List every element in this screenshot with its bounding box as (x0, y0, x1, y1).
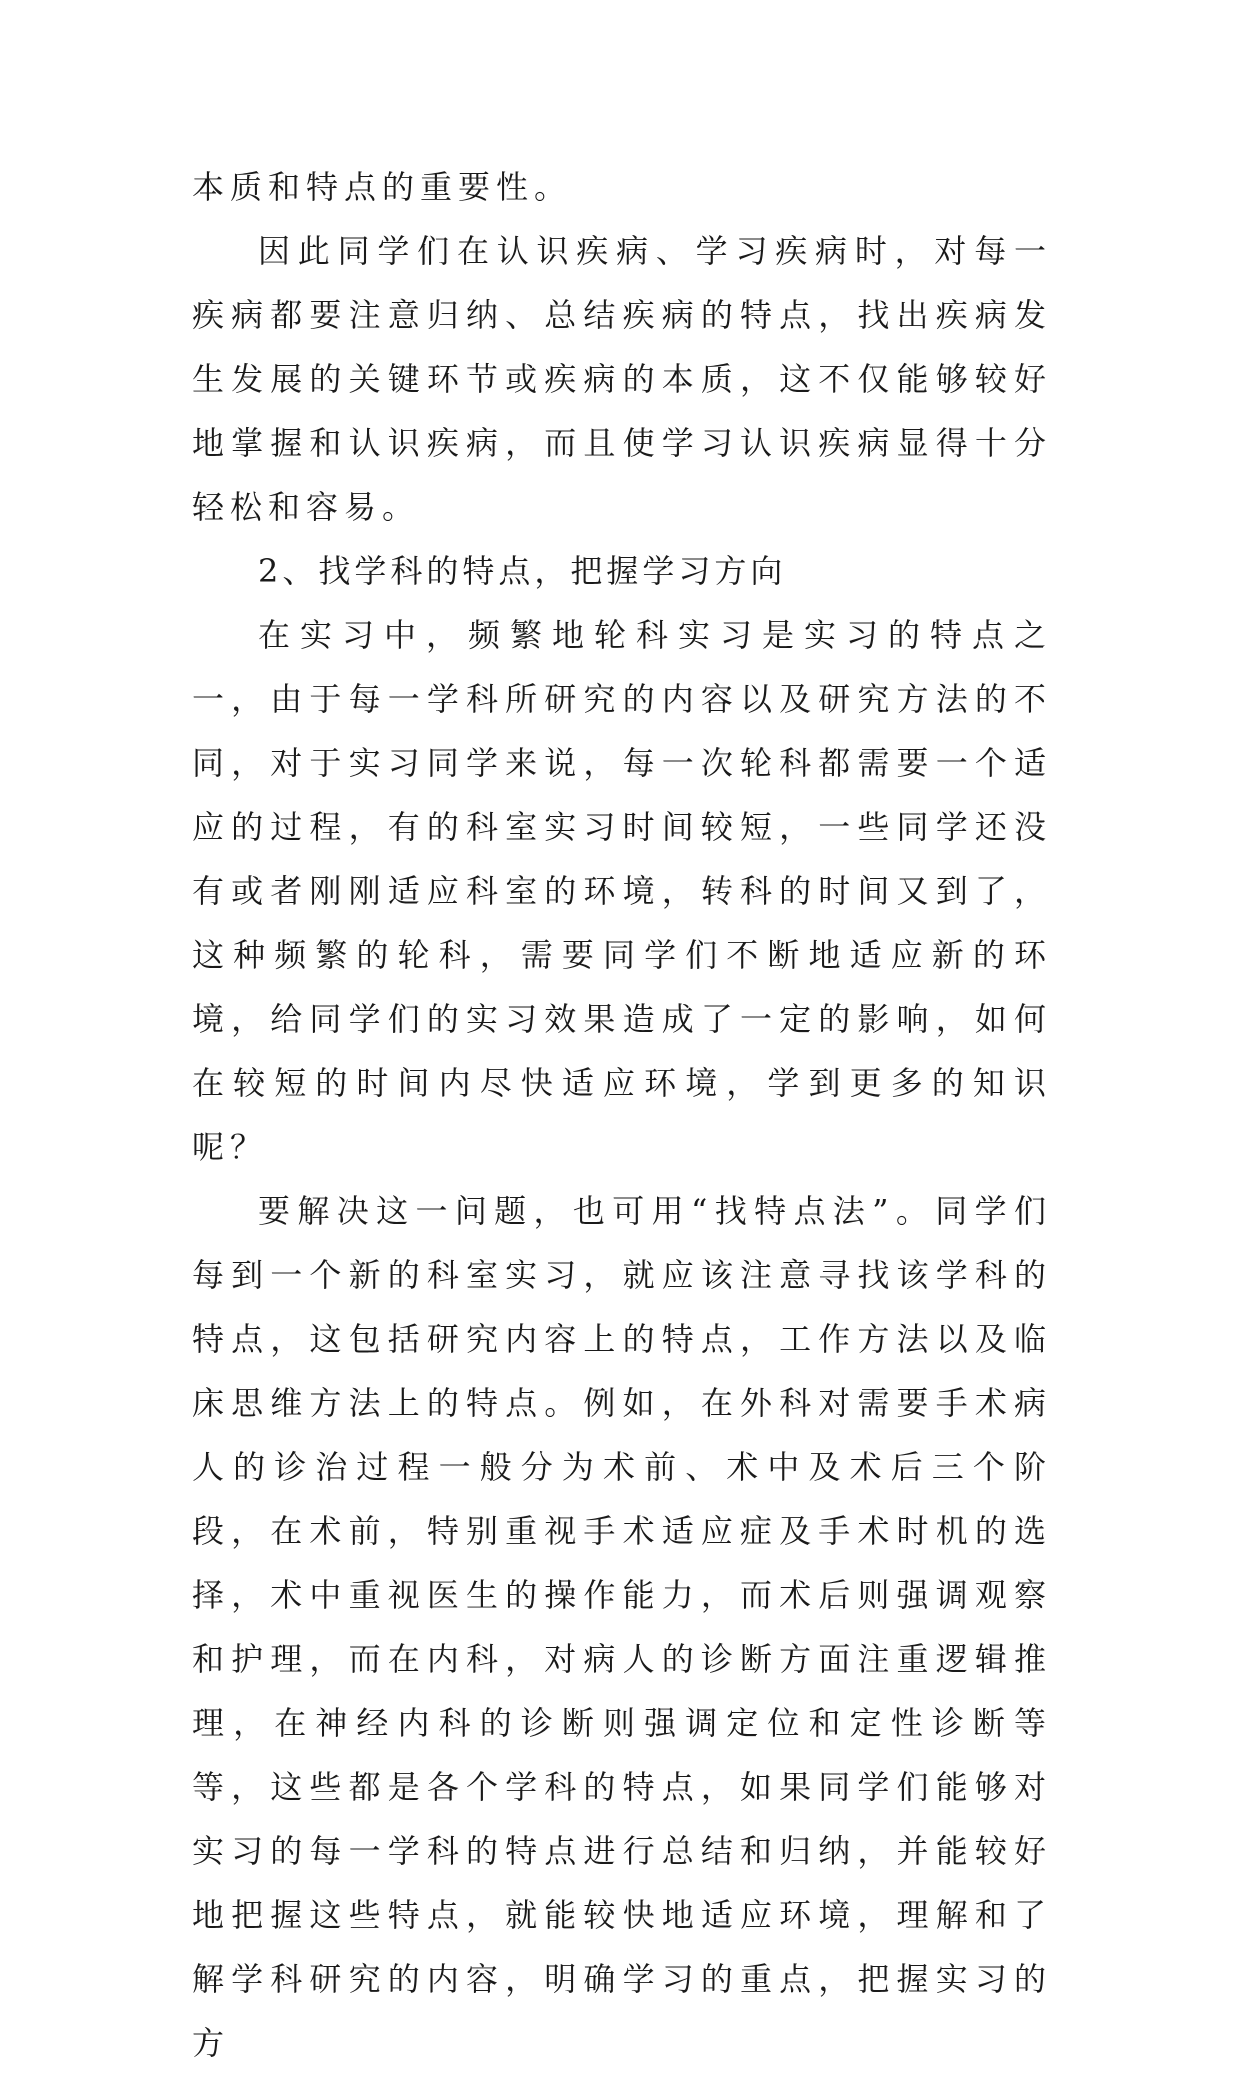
paragraph-continuation: 本质和特点的重要性。 (192, 168, 573, 206)
document-page (192, 155, 1052, 2075)
section-heading: 2、找学科的特点，把握学习方向 (258, 552, 787, 590)
paragraph-summary: 因此同学们在认识疾病、学习疾病时，对每一疾病都要注意归纳、总结疾病的特点，找出疾病发生发展的关键环节或疾病的本质，这不仅能够较好地掌握和认识疾病，而且使学习认识疾病显得十分轻松和容易。 (192, 232, 1052, 526)
paragraph-method: 要解决这一问题，也可用“找特点法”。同学们每到一个新的科室实习，就应该注意寻找该学科的特点，这包括研究内容上的特点，工作方法以及临床思维方法上的特点。例如，在外科对需要手术病人的诊治过程一般分为术前、术中及术后三个阶段，在术前，特别重视手术适应症及手术时机的选择，术中重视医生的操作能力，而术后则强调观察和护理，而在内科，对病人的诊断方面注重逻辑推理，在神经内科的诊断则强调定位和定性诊断等等，这些都是各个学科的特点，如果同学们能够对实习的每一学科的特点进行总结和归纳，并能较好地把握这些特点，就能较快地适应环境，理解和了解学科研究的内容，明确学习的重点，把握实习的方 (192, 1192, 1052, 2062)
paragraph-rotation: 在实习中，频繁地轮科实习是实习的特点之一，由于每一学科所研究的内容以及研究方法的不同，对于实习同学来说，每一次轮科都需要一个适应的过程，有的科室实习时间较短，一些同学还没有或者刚刚适应科室的环境，转科的时间又到了，这种频繁的轮科，需要同学们不断地适应新的环境，给同学们的实习效果造成了一定的影响，如何在较短的时间内尽快适应环境，学到更多的知识呢？ (192, 616, 1052, 1166)
